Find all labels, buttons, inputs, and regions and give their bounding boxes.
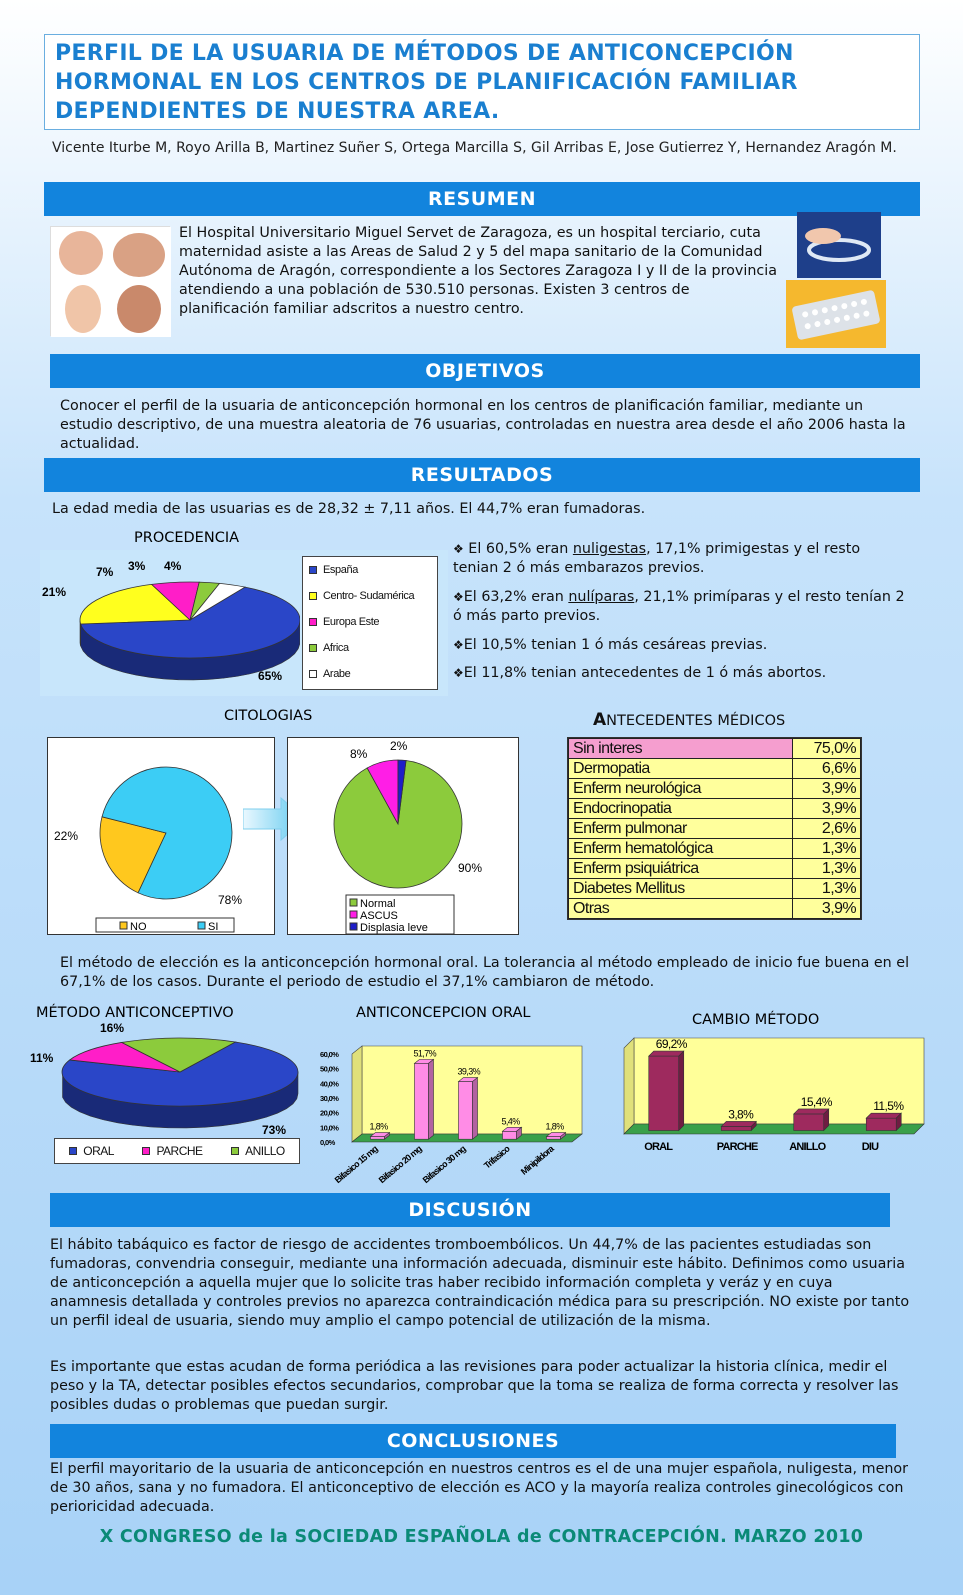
procedencia-legend-item-1	[303, 583, 437, 609]
antecedentes-row	[569, 759, 861, 779]
ring-photo-image	[797, 212, 881, 278]
bullet-icon: ❖	[453, 666, 464, 680]
procedencia-title: PROCEDENCIA	[134, 530, 240, 546]
legend-label: Centro- Sudamérica	[323, 590, 415, 602]
antecedentes-label: Enferm hematológica	[569, 839, 793, 859]
result-bullet-1: ❖El 63,2% eran nulíparas, 21,1% primíparas y el resto tenían 2 ó más parto previos.	[453, 589, 905, 624]
antecedentes-value: 3,9%	[793, 779, 861, 799]
metodo-label-1: 11%	[30, 1051, 54, 1065]
citologias-pie	[48, 738, 274, 934]
citologias-detalle-label-2: 2%	[390, 739, 408, 753]
pill-pack-image	[786, 280, 886, 348]
objetivos-text: Conocer el perfil de la usuaria de anticoncepción hormonal en los centros de planificación familiar, mediante un estudio descriptivo, de una muestra aleatoria de 76 usuarias, controladas en nuestra area desde el año 2006 hasta la actualidad.	[60, 398, 906, 452]
antecedentes-row	[569, 779, 861, 799]
procedencia-legend-item-3	[303, 635, 437, 661]
oral-value-label-0: 1,8%	[369, 1121, 388, 1132]
citologias-legend-swatch-0	[120, 922, 127, 929]
citologias-detalle-legend-swatch-0	[350, 899, 357, 906]
resultados-heading: RESULTADOS	[44, 458, 920, 492]
legend-swatch	[69, 1147, 77, 1155]
oral-category-label-2: Bifasico 30 mg	[420, 1143, 468, 1186]
cambio-bar-top-2	[794, 1109, 829, 1114]
cambio-side-wall	[624, 1038, 634, 1134]
oral-value-label-4: 1,8%	[545, 1121, 564, 1132]
metodo-legend	[54, 1138, 300, 1164]
citologias-label-1: 78%	[218, 893, 243, 907]
metodo-pie	[30, 1018, 310, 1138]
discusion-heading: DISCUSIÓN	[50, 1193, 890, 1227]
antecedentes-value: 3,9%	[793, 799, 861, 819]
antecedentes-row	[569, 739, 861, 759]
antecedentes-value: 1,3%	[793, 839, 861, 859]
legend-label: Africa	[323, 642, 349, 654]
cambio-title: CAMBIO MÉTODO	[692, 1012, 820, 1028]
skin-photos-image	[50, 226, 170, 336]
antecedentes-label: Enferm psiquiátrica	[569, 859, 793, 879]
legend-swatch	[231, 1147, 239, 1155]
citologias-detalle-label-1: 8%	[350, 747, 368, 761]
procedencia-label-3: 3%	[128, 559, 146, 573]
legend-swatch	[309, 592, 317, 600]
cambio-value-label-1: 3,8%	[728, 1107, 754, 1122]
procedencia-legend-item-4	[303, 661, 437, 687]
resultados-intro: La edad media de las usuarias es de 28,32 ± 7,11 años. El 44,7% eran fumadoras.	[52, 501, 646, 517]
result-bullet-2: ❖El 10,5% tenian 1 ó más cesáreas previas.	[453, 637, 768, 653]
oral-bar-side-1	[429, 1059, 434, 1139]
oral-ytick-1: 10,0%	[320, 1123, 339, 1133]
conclusiones-heading: CONCLUSIONES	[50, 1424, 896, 1458]
oral-ytick-3: 30,0%	[320, 1094, 339, 1103]
citologias-detalle-legend-label-2: Displasia leve	[360, 922, 428, 934]
procedencia-legend-item-2	[303, 609, 437, 635]
legend-label: España	[323, 564, 358, 576]
oral-value-label-3: 5,4%	[501, 1116, 520, 1127]
cambio-bar-3	[866, 1118, 896, 1130]
cambio-bar-chart	[618, 1036, 930, 1166]
oral-bar-2	[459, 1082, 473, 1140]
legend-label: Arabe	[323, 668, 351, 680]
title-box	[44, 34, 920, 130]
bullet-icon: ❖	[453, 542, 464, 556]
oral-value-label-2: 39,3%	[457, 1066, 481, 1077]
legend-swatch	[142, 1147, 150, 1155]
antecedentes-row	[569, 859, 861, 879]
oral-category-label-4: Minipildora	[518, 1143, 556, 1177]
antecedentes-label: Enferm pulmonar	[569, 819, 793, 839]
procedencia-pie	[40, 550, 300, 696]
oral-category-label-0: Bifasico 15 mg	[332, 1143, 380, 1186]
procedencia-label-1: 21%	[42, 585, 67, 599]
oral-bar-chart	[318, 1028, 603, 1200]
objetivos-heading: OBJETIVOS	[50, 354, 920, 388]
legend-label: Europa Este	[323, 616, 380, 628]
citologias-detalle-label-0: 90%	[458, 861, 483, 875]
citologias-label-0: 22%	[54, 829, 79, 843]
cambio-bar-top-0	[649, 1051, 684, 1056]
procedencia-chart	[40, 550, 448, 696]
page-title: PERFIL DE LA USUARIA DE MÉTODOS DE ANTICONCEPCIÓN HORMONAL EN LOS CENTROS DE PLANIFICACIÓN FAMILIAR DEPENDIENTES DE NUESTRA AREA.	[55, 41, 798, 124]
citologias-legend-swatch-1	[198, 922, 205, 929]
legend-swatch	[309, 566, 317, 574]
discusion-p1: El hábito tabáquico es factor de riesgo de accidentes tromboembólicos. Un 44,7% de las pacientes estudiadas son fumadoras, convendria conseguir, mediante una información adecuada, disminuir este hábito. Definimos como usuaria de anticoncepción a aquella mujer que lo solicite tras haber recibido información completa y veráz y en cuya anamnesis detallada y controles previos no aparezca contraindicación médica para su prescripción. NO existe por tanto un perfil ideal de usuaria, siendo muy amplio el campo potencial de utilización de la misma.	[50, 1237, 910, 1329]
oral-ytick-4: 40,0%	[320, 1079, 339, 1089]
cambio-category-label-3: DIU	[861, 1141, 879, 1153]
antecedentes-value: 75,0%	[793, 739, 861, 759]
citologias-detalle-legend-label-1: ASCUS	[360, 910, 398, 922]
oral-bar-3	[503, 1131, 517, 1139]
citologias-title: CITOLOGIAS	[224, 708, 313, 724]
antecedentes-label: Sin interes	[569, 739, 793, 759]
discusion-p2: Es importante que estas acudan de forma periódica a las revisiones para poder actualizar la historia clínica, medir el peso y la TA, detectar posibles efectos secundarios, comprobar que la toma se realiza de forma correcta y resolver las posibles dudas o problemas que puedan surgir.	[50, 1359, 899, 1413]
citologias-detalle-legend-swatch-1	[350, 911, 357, 918]
oral-bar-1	[415, 1063, 429, 1139]
resumen-heading: RESUMEN	[44, 182, 920, 216]
citologias-detalle-legend-label-0: Normal	[360, 898, 396, 910]
cambio-value-label-0: 69,2%	[655, 1037, 687, 1052]
metodo-legend-item-1	[142, 1144, 202, 1158]
citologias-legend-label-1: SI	[208, 921, 219, 933]
cambio-bar-2	[794, 1114, 824, 1131]
procedencia-legend-item-0	[303, 557, 437, 583]
antecedentes-label: Enferm neurológica	[569, 779, 793, 799]
resumen-text: El Hospital Universitario Miguel Servet de Zaragoza, es un hospital terciario, cuta maternidad asiste a las Areas de Salud 2 y 5 del mapa sanitario de la Comunidad Autónoma de Aragón, correspondiente a los Sectores Zaragoza I y II de la provincia atendiendo a una población de 530.510 personas. Existen 3 centros de planificación familiar adscritos a nuestro centro.	[179, 225, 778, 317]
legend-label: ANILLO	[245, 1144, 285, 1158]
antecedentes-label: Otras	[569, 899, 793, 919]
legend-swatch	[309, 644, 317, 652]
oral-ytick-6: 60,0%	[320, 1050, 339, 1059]
antecedentes-label: Dermopatia	[569, 759, 793, 779]
oral-ytick-5: 50,0%	[320, 1064, 339, 1074]
legend-swatch	[309, 670, 317, 678]
procedencia-label-0: 65%	[258, 669, 283, 683]
antecedentes-row	[569, 879, 861, 899]
antecedentes-title: ANTECEDENTES MÉDICOS	[593, 710, 786, 730]
antecedentes-row	[569, 819, 861, 839]
antecedentes-value: 1,3%	[793, 859, 861, 879]
metodo-legend-item-2	[231, 1144, 285, 1158]
oral-ytick-0: 0,0%	[320, 1138, 335, 1147]
bullet-icon: ❖	[453, 638, 464, 652]
procedencia-label-4: 4%	[164, 559, 182, 573]
bullet-icon: ❖	[453, 590, 464, 604]
procedencia-legend	[302, 556, 438, 690]
oral-ytick-2: 20,0%	[320, 1108, 339, 1118]
conclusiones-text: El perfil mayoritario de la usuaria de anticoncepción en nuestros centros es el de una mujer española, nuligesta, menor de 30 años, sana y no fumadora. El anticonceptivo de elección es ACO y la mayoría realiza controles ginecológicos con perioricidad adecuada.	[50, 1461, 909, 1515]
oral-bar-4	[547, 1137, 561, 1140]
cambio-bar-0	[649, 1056, 679, 1130]
metodo-label-2: 16%	[100, 1021, 125, 1035]
antecedentes-row	[569, 799, 861, 819]
cambio-category-label-0: ORAL	[644, 1141, 673, 1153]
metodo-title: MÉTODO ANTICONCEPTIVO	[36, 1005, 234, 1021]
result-bullet-3: ❖El 11,8% tenian antecedentes de 1 ó más abortos.	[453, 665, 827, 681]
cambio-value-label-3: 11,5%	[873, 1099, 904, 1114]
antecedentes-value: 3,9%	[793, 899, 861, 919]
legend-label: ORAL	[83, 1144, 114, 1158]
cambio-bar-top-1	[721, 1121, 756, 1126]
metodo-text: El método de elección es la anticoncepción hormonal oral. La tolerancia al método empleado de inicio fue buena en el 67,1% de los casos. Durante el periodo de estudio el 37,1% cambiaron de método.	[60, 955, 910, 990]
citologias-detalle-chart	[287, 737, 519, 935]
antecedentes-label: Endocrinopatia	[569, 799, 793, 819]
oral-bar-0	[371, 1137, 385, 1140]
cambio-category-label-1: PARCHE	[716, 1141, 758, 1153]
oral-value-label-1: 51,7%	[413, 1048, 437, 1059]
antecedentes-row	[569, 839, 861, 859]
oral-side-wall	[352, 1046, 362, 1142]
antecedentes-value: 6,6%	[793, 759, 861, 779]
cambio-category-label-2: ANILLO	[789, 1141, 826, 1153]
oral-title: ANTICONCEPCION ORAL	[356, 1005, 531, 1021]
procedencia-label-2: 7%	[96, 565, 114, 579]
oral-category-label-1: Bifasico 20 mg	[376, 1143, 424, 1186]
oral-category-label-3: Trifasico	[482, 1143, 512, 1171]
authors: Vicente Iturbe M, Royo Arilla B, Martinez Suñer S, Ortega Marcilla S, Gil Arribas E, Jose Gutierrez Y, Hernandez Aragón M.	[52, 140, 897, 156]
antecedentes-table	[568, 738, 861, 919]
antecedentes-value: 2,6%	[793, 819, 861, 839]
oral-bar-side-2	[473, 1078, 478, 1140]
result-bullet-0: ❖ El 60,5% eran nuligestas, 17,1% primigestas y el resto tenian 2 ó más embarazos previos.	[453, 541, 861, 576]
metodo-label-0: 73%	[262, 1123, 287, 1137]
citologias-chart	[47, 737, 275, 935]
cambio-value-label-2: 15,4%	[800, 1094, 832, 1109]
antecedentes-label: Diabetes Mellitus	[569, 879, 793, 899]
antecedentes-value: 1,3%	[793, 879, 861, 899]
footer: X CONGRESO de la SOCIEDAD ESPAÑOLA de CONTRACEPCIÓN. MARZO 2010	[99, 1527, 864, 1547]
antecedentes-table-wrap	[567, 737, 862, 920]
antecedentes-row	[569, 899, 861, 919]
cambio-bar-1	[721, 1126, 751, 1130]
legend-label: PARCHE	[156, 1144, 203, 1158]
citologias-legend-label-0: NO	[130, 921, 147, 933]
citologias-detalle-pie	[288, 738, 518, 934]
cambio-bar-side-0	[679, 1051, 684, 1130]
citologias-detalle-legend-swatch-2	[350, 923, 357, 930]
cambio-bar-top-3	[866, 1113, 901, 1118]
metodo-legend-item-0	[69, 1144, 114, 1158]
legend-swatch	[309, 618, 317, 626]
